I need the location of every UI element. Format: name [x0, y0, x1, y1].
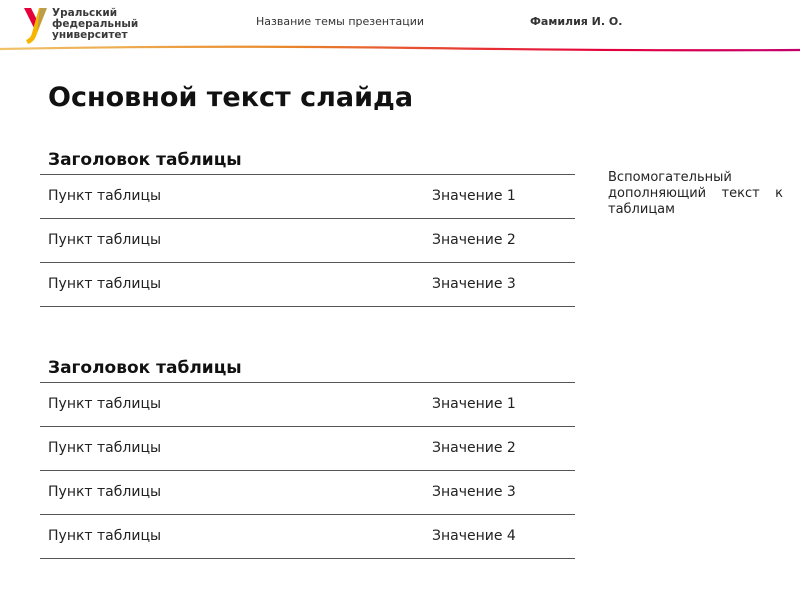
table-row: [40, 175, 575, 219]
urfu-logo-icon: [22, 6, 50, 46]
logo-text: [52, 8, 138, 41]
author-name: Фамилия И. О.: [530, 15, 623, 28]
table-item: Пункт таблицы: [48, 484, 162, 500]
table-heading: Заголовок таблицы: [40, 146, 575, 175]
table-item: Пункт таблицы: [48, 188, 162, 204]
table-value: Значение 2: [432, 440, 516, 456]
table-row: [40, 263, 575, 307]
table-value: Значение 3: [432, 484, 516, 500]
side-note: Вспомогательный дополняющий текст к таблицам: [608, 170, 783, 217]
table-value: Значение 1: [432, 188, 516, 204]
university-logo: [22, 6, 142, 46]
table-value: Значение 1: [432, 396, 516, 412]
table-heading: Заголовок таблицы: [40, 354, 575, 383]
table-row: [40, 471, 575, 515]
table-row: [40, 427, 575, 471]
table-item: Пункт таблицы: [48, 396, 162, 412]
table-item: Пункт таблицы: [48, 440, 162, 456]
logo-line: федеральный: [52, 18, 139, 30]
table-row: [40, 383, 575, 427]
logo-line: университет: [52, 29, 128, 41]
table-item: Пункт таблицы: [48, 276, 162, 292]
logo-line: Уральский: [52, 7, 118, 19]
data-table: [40, 354, 575, 559]
table-value: Значение 4: [432, 528, 516, 544]
table-value: Значение 3: [432, 276, 516, 292]
slide-title: Основной текст слайда: [48, 82, 414, 113]
data-table: [40, 146, 575, 307]
presentation-topic: Название темы презентации: [256, 15, 425, 28]
table-value: Значение 2: [432, 232, 516, 248]
table-row: [40, 515, 575, 559]
header-divider: [0, 44, 800, 54]
table-item: Пункт таблицы: [48, 528, 162, 544]
table-row: [40, 219, 575, 263]
table-item: Пункт таблицы: [48, 232, 162, 248]
